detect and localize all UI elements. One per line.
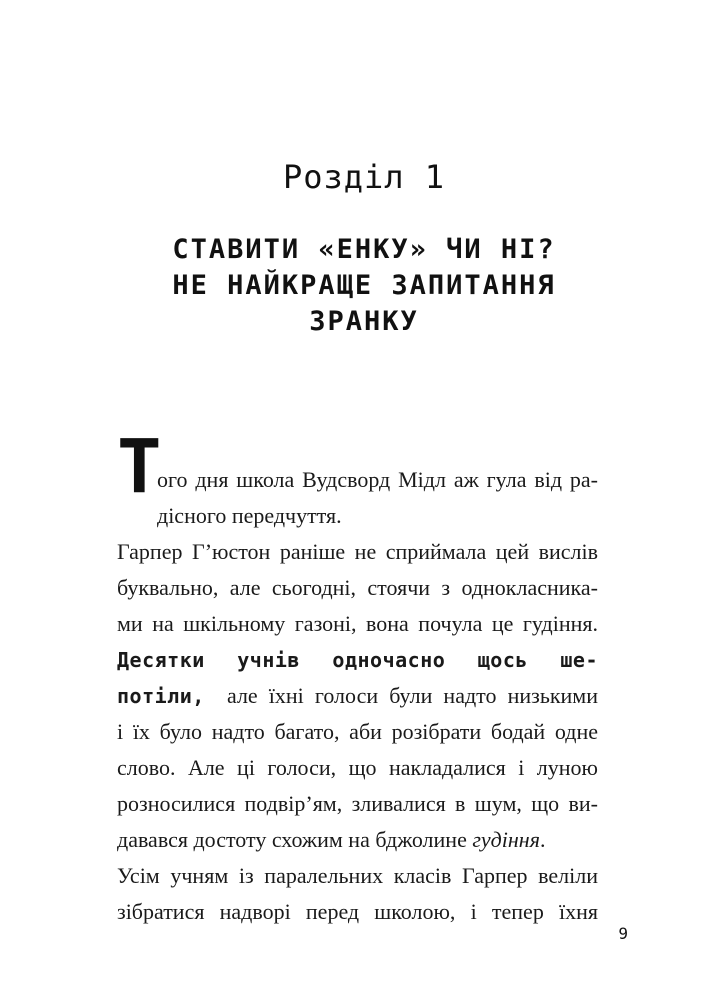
- text-line: розносилися подвір’ям, зливалися в шум, що ви-: [117, 791, 598, 816]
- text-line: ми на шкільному газоні, вона почула це гудіння.: [117, 611, 598, 636]
- chapter-title-line-1: СТАВИТИ «ЕНКУ» ЧИ НІ?: [172, 234, 556, 265]
- highlighted-text-fragment: потіли,: [117, 684, 205, 708]
- text-line: ого дня школа Вудсворд Мідл аж гула від ра-: [157, 467, 598, 492]
- text-line: слово. Але ці голоси, що накладалися і луною: [117, 755, 598, 780]
- chapter-title: [40, 232, 688, 340]
- chapter-title-line-2: НЕ НАЙКРАЩЕ ЗАПИТАННЯ: [172, 270, 556, 301]
- text-line: буквально, але сьогодні, стоячи з однокласника-: [117, 575, 598, 600]
- chapter-heading: Розділ 1: [282, 158, 446, 196]
- text-fragment: .: [539, 827, 546, 852]
- text-line: дісного передчуття.: [157, 503, 342, 528]
- text-line-mixed: [117, 678, 598, 714]
- text-line: зібратися надворі перед школою, і тепер їхня: [117, 899, 598, 924]
- chapter-title-line-3: ЗРАНКУ: [309, 306, 419, 337]
- text-line: Усім учням із паралельних класів Гарпер веліли: [117, 863, 598, 888]
- text-line-mixed: [117, 822, 598, 858]
- body-text: [117, 420, 598, 930]
- drop-cap: Т: [117, 424, 162, 510]
- text-line: Гарпер Г’юстон раніше не сприймала цей вислів: [117, 539, 598, 564]
- text-fragment: але їхні голоси були надто низькими: [226, 683, 599, 708]
- text-fragment: давався достоту схожим на бджолине: [117, 827, 467, 852]
- text-line: і їх було надто багато, аби розібрати бодай одне: [117, 719, 598, 744]
- italic-text-fragment: гудіння: [472, 827, 540, 852]
- page-number: 9: [618, 924, 628, 943]
- highlighted-text-line: Десятки учнів одночасно щось ше-: [117, 648, 598, 672]
